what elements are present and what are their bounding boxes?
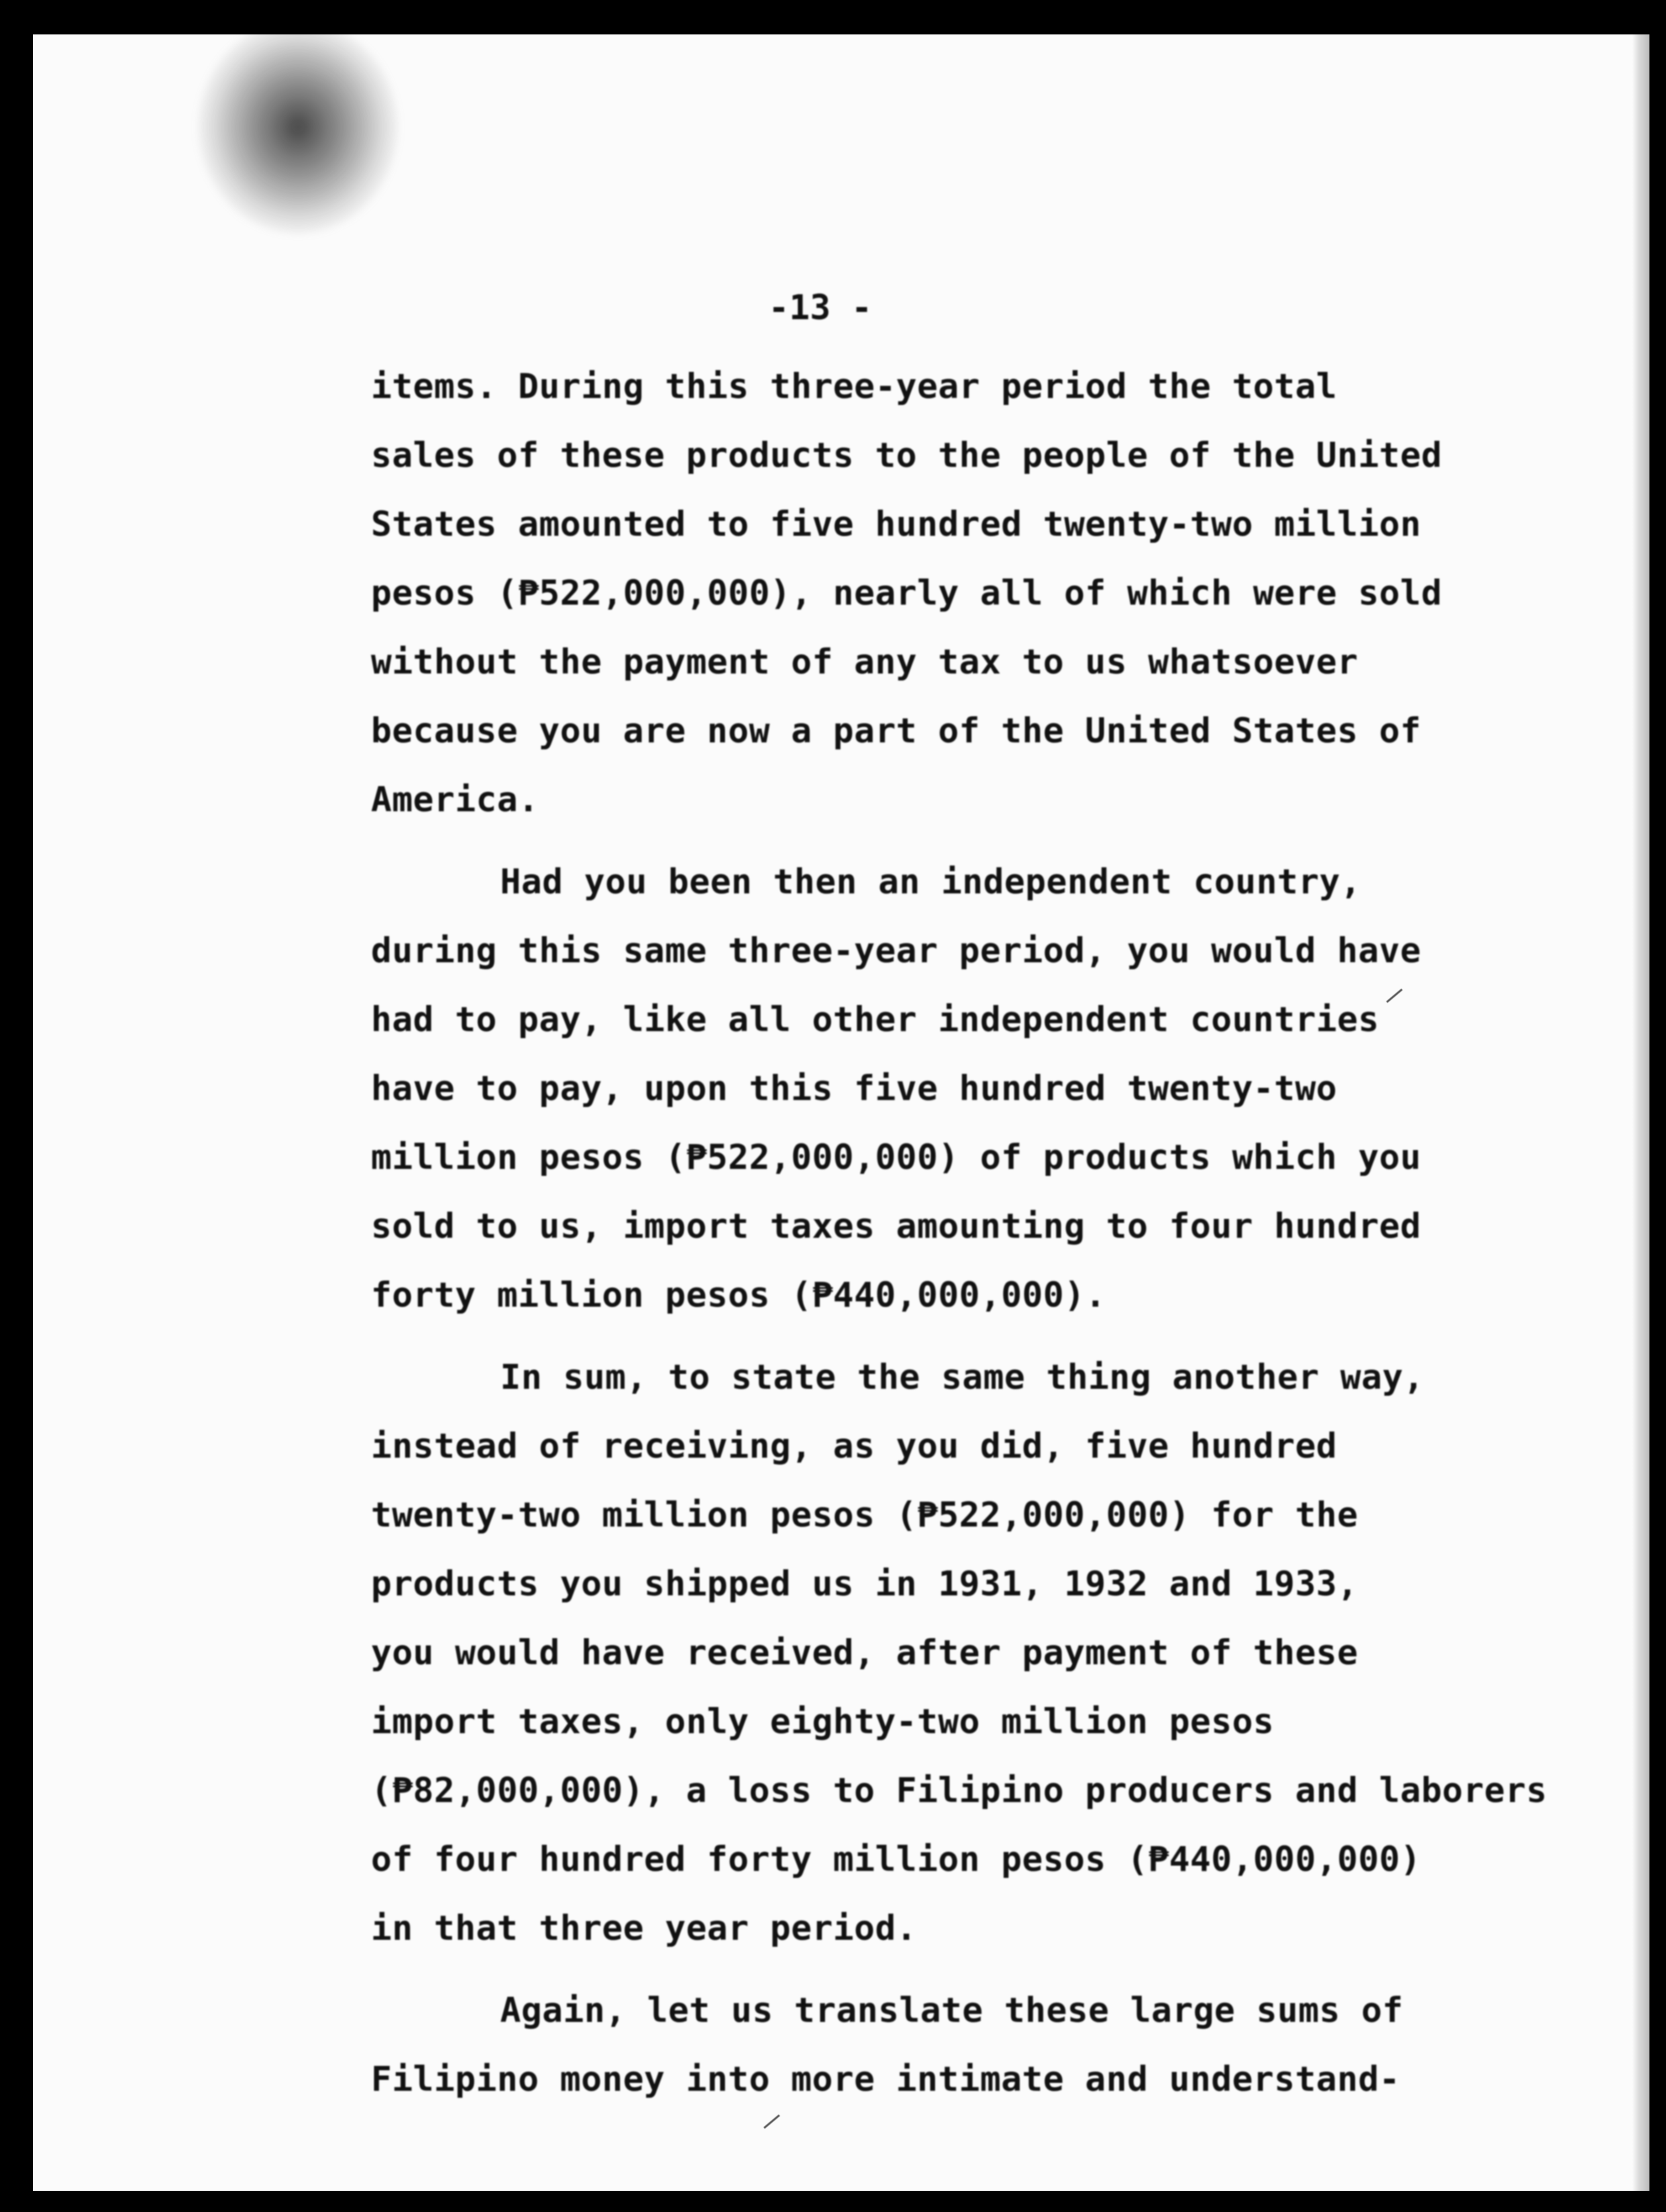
text-line: Again, let us translate these large sums of bbox=[500, 1991, 1404, 2031]
page-number: -13 - bbox=[768, 288, 872, 328]
text-line: America. bbox=[371, 780, 539, 820]
text-line: have to pay, upon this five hundred twenty-two bbox=[371, 1069, 1337, 1109]
paragraph bbox=[371, 352, 1563, 834]
pen-mark bbox=[764, 2115, 780, 2129]
ink-smudge bbox=[199, 34, 397, 233]
paragraph bbox=[371, 1343, 1563, 1963]
text-line: without the payment of any tax to us whatsoever bbox=[371, 642, 1359, 682]
text-line: million pesos (₱522,000,000) of products which you bbox=[371, 1138, 1422, 1178]
page-edge-shadow bbox=[1632, 34, 1649, 2191]
text-line: (₱82,000,000), a loss to Filipino producers and laborers bbox=[371, 1771, 1547, 1811]
paragraph bbox=[371, 1976, 1563, 2114]
text-line: forty million pesos (₱440,000,000). bbox=[371, 1276, 1106, 1315]
text-line: you would have received, after payment of these bbox=[371, 1633, 1359, 1673]
paragraph bbox=[371, 848, 1563, 1330]
text-line: In sum, to state the same thing another way, bbox=[500, 1358, 1425, 1397]
text-line: twenty-two million pesos (₱522,000,000) for the bbox=[371, 1495, 1359, 1535]
text-line: during this same three-year period, you would have bbox=[371, 931, 1422, 971]
text-line: States amounted to five hundred twenty-two million bbox=[371, 505, 1422, 544]
text-line: Had you been then an independent country, bbox=[500, 862, 1361, 902]
text-line: sales of these products to the people of the United bbox=[371, 436, 1443, 476]
document-page bbox=[33, 34, 1649, 2191]
text-line: pesos (₱522,000,000), nearly all of which were sold bbox=[371, 574, 1443, 613]
text-line: sold to us, import taxes amounting to four hundred bbox=[371, 1207, 1422, 1246]
text-line: of four hundred forty million pesos (₱440,000,000) bbox=[371, 1840, 1422, 1880]
text-line: import taxes, only eighty-two million pesos bbox=[371, 1702, 1275, 1742]
text-line: instead of receiving, as you did, five hundred bbox=[371, 1427, 1337, 1466]
text-line: Filipino money into more intimate and understand- bbox=[371, 2060, 1400, 2099]
text-line: had to pay, like all other independent countries bbox=[371, 1000, 1379, 1040]
text-line: items. During this three-year period the total bbox=[371, 367, 1337, 407]
text-line: because you are now a part of the United States of bbox=[371, 711, 1422, 751]
text-line: products you shipped us in 1931, 1932 and 1933, bbox=[371, 1564, 1359, 1604]
body-text bbox=[371, 352, 1563, 2114]
text-line: in that three year period. bbox=[371, 1909, 917, 1948]
